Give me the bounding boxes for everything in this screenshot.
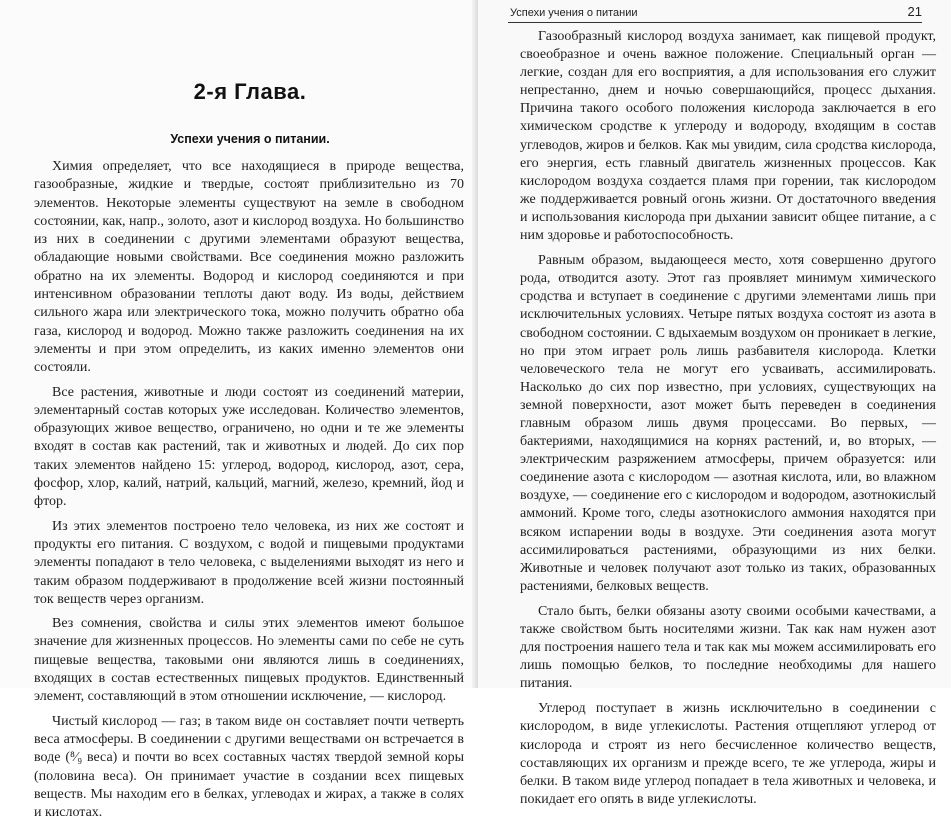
paragraph: Химия определяет, что все находящиеся в природе вещества, газообразные, жидкие и твердые, состоят приблизительно из 70 элементов. Некоторые элементы существуют на земле в свободном состоянии, как, напр., золото, азот и кислород воздуха. Но большинство из них в соединении с другими элементами образуют вещества, обладающие новыми свойствами. Все соединения можно разложить обратно на их элементы. Водород и кислород соединяются и при интенсивном образовании теплоты дают воду. Из воды, действием сильного жара или электрического тока, можно получить обратно оба газа, кислород и водород. Можно также разложить соединения на их элементы и при этом определить, из каких именно элементов они состояли. [34, 159, 464, 376]
paragraph: Углерод поступает в жизнь исключительно в соединении с кислородом, в виде углекислоты. Растения отщепляют углерод от кислорода и строят из него бесчисленное количество веществ, составляющих их организм и прежде всего, те же углерода, жиры и белки. В таком виде углерод попадает в тела животных и человека, и покидает его опять в виде углекислоты. [520, 701, 936, 807]
paragraph: Из этих элементов построено тело человека, из них же состоят и продукты его питания. С воздухом, с водой и пищевыми продуктами элементы попадают в тело человека, с выделениями выходят из него и таким образом поддерживают в продолжение всей жизни постоянный ток веществ через организм. [34, 518, 464, 607]
paragraph: Вез сомнения, свойства и силы этих элементов имеют большое значение для жизненных процессов. Но элементы сами по себе не суть пищевые вещества, таковыми они являются лишь в соединениях, входящих в состав естественных пищевых продуктов. Единственный элемент, составляющий в этом отношении исключение, — кислород. [34, 616, 464, 705]
running-head [508, 0, 922, 23]
paragraph: Стало быть, белки обязаны азоту своими особыми качествами, а также свойством быть носителями жизни. Так как нам нужен азот для построения нашего тела и так как мы можем ассимилировать его лишь помощью белков, то последние необходимы для нашего питания. [520, 603, 936, 692]
left-page-text [34, 158, 464, 822]
paragraph: Чистый кислород — газ; в таком виде он составляет почти четверть веса атмосферы. В соединении с другими веществами он встречается в воде (⁸⁄₉ веса) и почти во всех составных частях твердой земной коры (половина веса). Он принимает участие в создании всех пищевых веществ. Мы находим его в белках, углеводах и жирах, а также в солях и кислотах. [34, 713, 464, 821]
page-number: 21 [907, 4, 922, 19]
chapter-title: 2-я Глава. [193, 79, 307, 104]
section-title: Успехи учения о питании. [170, 132, 330, 146]
right-page [478, 0, 951, 807]
right-page-text [520, 28, 936, 809]
paragraph: Равным образом, выдающееся место, хотя совершенно другого рода, отводится азоту. Этот газ проявляет минимум химического сродства и вступает в соединение с другими элементами лишь при исключительных условиях. Четыре пятых воздуха состоят из азота в свободном состоянии. С вдыхаемым воздухом он проникает в легкие, но при этом играет роль лишь разбавителя кислорода. Клетки человеческого тела не могут его усваивать, ассимилировать. Насколько до сих пор известно, при условиях, существующих на земной поверхности, азот может быть переведен в соединения главным образом лишь двумя процессами. Во первых, — бактериями, находящимися на корнях растений, и, во вторых, — электрическим разряжением атмосферы, причем образуется: или соединение азота с кислородом — азотная кислота, или, во влажном воздухе, — соединение его с кислородом и водородом, азотнокислый аммоний. Кроме того, следы азотнокислого аммония находятся при всяком испарении воды в воздухе. Эти соединения азота могут ассимилироваться растениями, образующими из них белки. Животные и человек получают азот только из таких, образованных растениями, белковых веществ. [520, 253, 936, 594]
paragraph: Газообразный кислород воздуха занимает, как пищевой продукт, своеобразное и очень важное положение. Специальный орган — легкие, создан для его восприятия, а для использования его служит непрестанно, днем и ночью совершающийся, процесс дыхания. Причина такого особого положения кислорода заключается в его химическом сродстве к углероду и водороду, входящим в состав углеводов, жиров и белков. Как мы увидим, сила сродства кислорода, его энергия, есть главный двигатель жизненных процессов. Как кислородом воздуха создается пламя при горении, так кислородом же поддерживается ровный огонь жизни. От достаточного введения и использования кислорода при дыхании зависит общее питание, а с ним здоровье и работоспособность. [520, 29, 936, 244]
paragraph: Все растения, животные и люди состоят из соединений материи, элементарный состав которых уже исследован. Количество элементов, образующих живое вещество, ограничено, но одни и те же элементы входят в состав как растений, так и животных и людей. До сих пор таких элементов найдено 15: углерод, водород, кислород, азот, сера, фосфор, хлор, калий, натрий, кальций, магний, железо, кремний, йод и фтор. [34, 384, 464, 510]
running-head-title: Успехи учения о питании [510, 7, 638, 19]
